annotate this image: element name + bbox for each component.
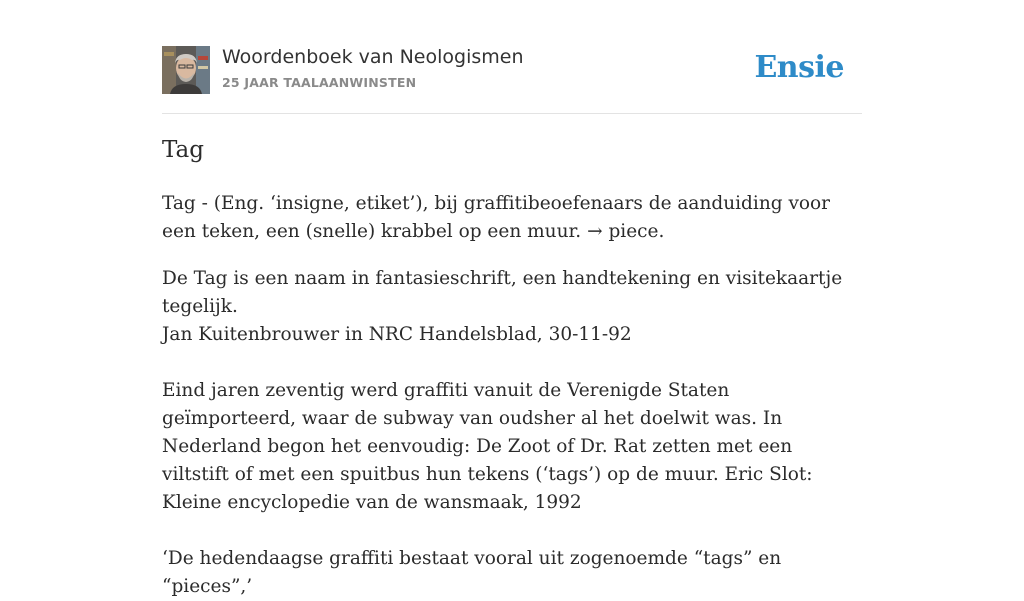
cross-reference-link[interactable]: → piece.: [587, 221, 665, 242]
page-title: Tag: [162, 137, 204, 163]
site-header: [162, 46, 862, 96]
quote-text: De Tag is een naam in fantasieschrift, een handtekening en visitekaartje tegelijk.: [162, 268, 843, 317]
site-subtitle: 25 JAAR TAALAANWINSTEN: [222, 75, 417, 90]
site-title[interactable]: Woordenboek van Neologismen: [222, 46, 524, 68]
quote-paragraph: [162, 265, 862, 349]
header-divider: [162, 113, 862, 114]
quote-paragraph: ‘De hedendaagse graffiti bestaat vooral uit zogenoemde “tags” en “pieces”,’: [162, 548, 782, 597]
avatar[interactable]: [162, 46, 210, 94]
quote-paragraph: Eind jaren zeventig werd graffiti vanuit de Verenigde Staten geïmporteerd, waar de subway van oudsher al het doelwit was. In Nederland begon het eenvoudig: De Zoot of Dr. Rat zetten met een viltstift of met een spuitbus hun tekens (‘tags’) op de muur. Eric Slot: Kleine encyclopedie van de wansmaak, 1992: [162, 380, 813, 513]
brand-logo[interactable]: Ensie: [754, 50, 844, 85]
author-portrait-icon: [162, 46, 210, 94]
definition-text: Tag - (Eng. ‘insigne, etiket’), bij graffitibeoefenaars de aanduiding voor een teken, een (snelle) krabbel op een muur.: [162, 193, 831, 242]
entry-content: [162, 190, 862, 601]
quote-source: Jan Kuitenbrouwer in NRC Handelsblad, 30-11-92: [162, 324, 632, 345]
definition-paragraph: [162, 190, 862, 246]
